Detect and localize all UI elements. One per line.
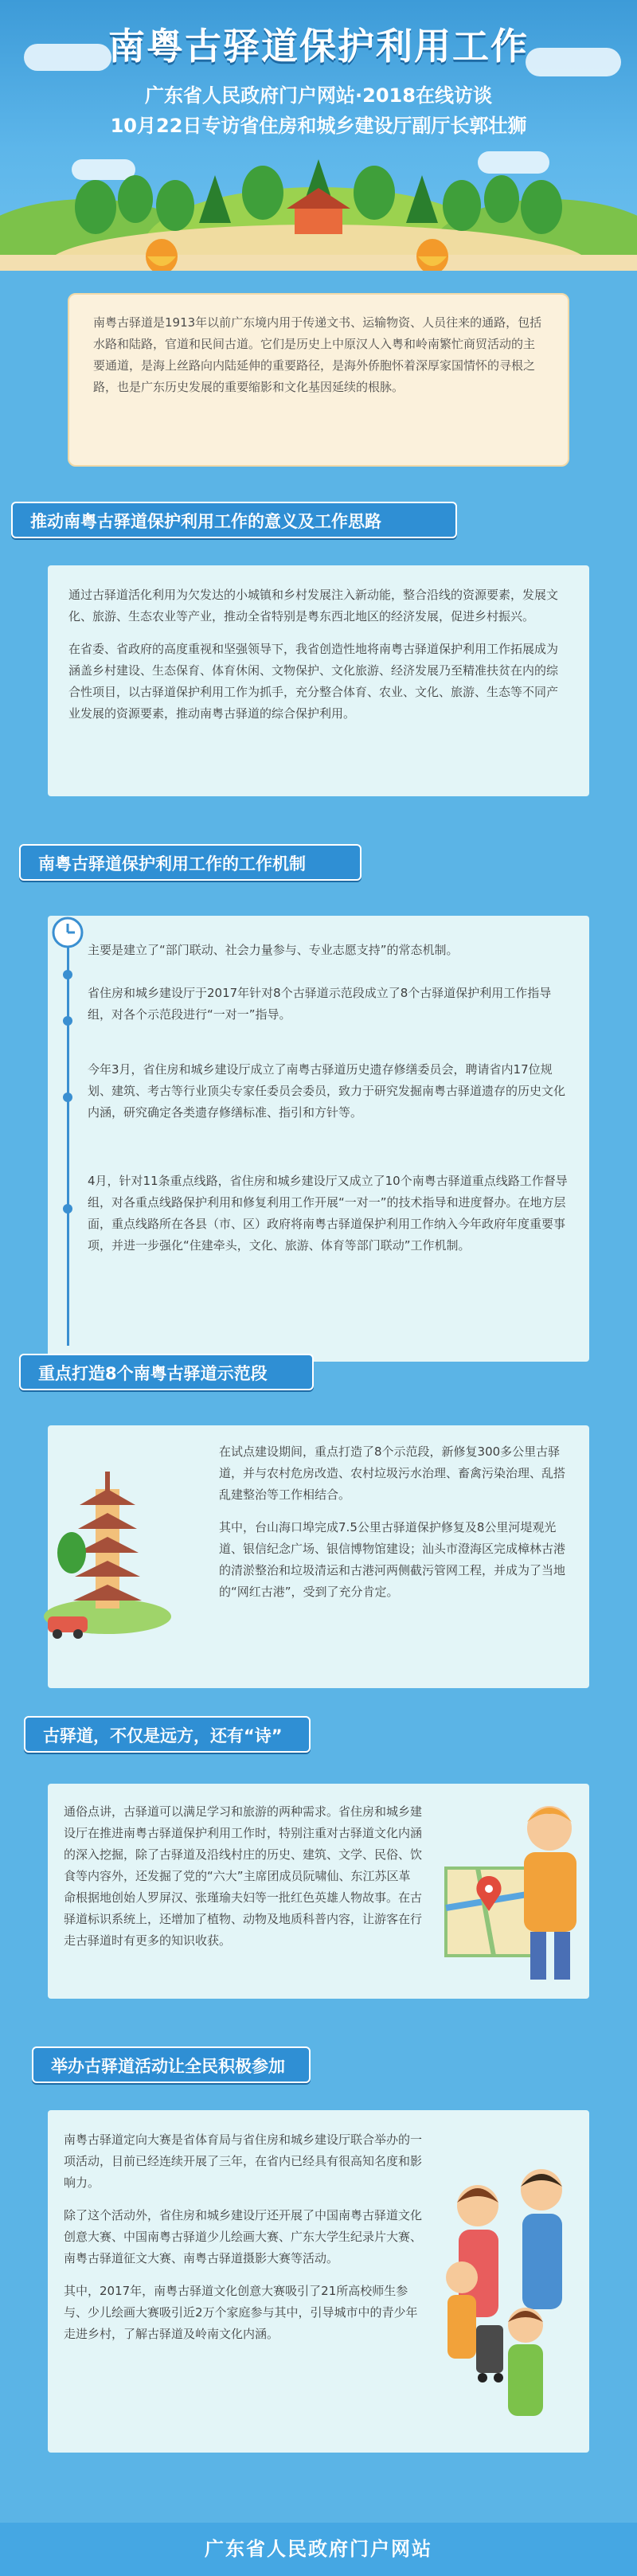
- paragraph: 在省委、省政府的高度重视和坚强领导下，我省创造性地将南粤古驿道保护利用工作拓展成为涵盖乡村建设、生态保育、体育休闲、文物保护、文化旅游、经济发展乃至精准扶贫在内的综合性项目，以古驿道保护利用工作为抓手，充分整合体育、农业、文化、旅游、生态等不同产业发展的资源要素，推动南粤古驿道的综合保护利用。: [68, 642, 559, 721]
- timeline-item: [88, 1171, 573, 1268]
- timeline-dot: [63, 1093, 72, 1102]
- paragraph: 除了这个活动外，省住房和城乡建设厅还开展了中国南粤古驿道文化创意大赛、中国南粤古驿道少儿绘画大赛、广东大学生纪录片大赛、南粤古驿道征文大赛、南粤古驿道摄影大赛等活动。: [64, 2208, 423, 2265]
- section-title-mechanism: 南粤古驿道保护利用工作的工作机制: [19, 844, 361, 881]
- ground-strip: [0, 255, 637, 271]
- section-panel-significance: [48, 565, 589, 796]
- section-title-activities: 举办古驿道活动让全民积极参加: [32, 2046, 311, 2083]
- section-title-poetry: 古驿道，不仅是远方，还有“诗”: [24, 1716, 311, 1753]
- activities-text-block: [64, 2129, 426, 2356]
- footer-text: 广东省人民政府门户网站: [205, 2538, 432, 2560]
- timeline-dot: [63, 1016, 72, 1026]
- page-title: 南粤古驿道保护利用工作: [108, 25, 529, 68]
- page-subtitle-interview: 10月22日专访省住房和城乡建设厅副厅长郭壮狮: [110, 115, 527, 137]
- hot-air-balloon-icon: [414, 239, 451, 271]
- timeline-text: 省住房和城乡建设厅于2017年针对8个古驿道示范段成立了8个古驿道保护利用工作指导组，对各个示范段进行“一对一”指导。: [88, 986, 552, 1022]
- section-panel-poetry: [48, 1784, 589, 1999]
- paragraph: 通俗点讲，古驿道可以满足学习和旅游的两种需求。省住房和城乡建设厅在推进南粤古驿道保护利用工作时，特别注重对古驿道文化内涵的深入挖掘，除了古驿道及沿线村庄的历史、建筑、文学、民俗、饮食等内容外，还发掘了党的“六大”主席团成员阮啸仙、东江苏区革命根据地创始人罗屏汉、张瑾瑜夫妇等一批红色英雄人物故事。在古驿道标识系统上，还增加了植物、动物及地质科普内容，让游客在行走古驿道时有更多的知识收获。: [64, 1804, 423, 1948]
- paragraph: 通过古驿道活化利用为欠发达的小城镇和乡村发展注入新动能，整合沿线的资源要素，发展文化、旅游、生态农业等产业，推动全省特别是粤东西北地区的经济发展，促进乡村振兴。: [68, 588, 559, 623]
- intro-text: 南粤古驿道是1913年以前广东境内用于传递文书、运输物资、人员往来的通路，包括水路和陆路，官道和民间古道。它们是历史上中原汉人入粤和岭南繁忙商贸活动的主要通道，是海上丝路向内陆延伸的重要路径，是海外侨胞怀着深厚家国情怀的寻根之路，也是广东历史发展的重要缩影和文化基因延续的根脉。: [93, 315, 542, 394]
- header-banner: [0, 0, 637, 271]
- demo-text-block: [219, 1441, 573, 1614]
- page-subtitle: 广东省人民政府门户网站·2018在线访谈: [145, 84, 492, 107]
- timeline-dot: [63, 970, 72, 979]
- timeline-line: [67, 932, 69, 1346]
- timeline-item: [88, 983, 573, 1037]
- paragraph: 在试点建设期间，重点打造了8个示范段，新修复300多公里古驿道，并与农村危房改造、农村垃圾污水治理、畜禽污染治理、乱搭乱建整治等工作相结合。: [219, 1444, 566, 1502]
- clock-icon: [51, 916, 84, 949]
- section-panel-activities: [48, 2110, 589, 2453]
- timeline-text: 主要是建立了“部门联动、社会力量参与、专业志愿支持”的常态机制。: [88, 943, 459, 957]
- intro-text-box: [68, 293, 569, 467]
- timeline-item: [88, 940, 573, 972]
- hot-air-balloon-icon: [143, 239, 180, 271]
- poetry-text-block: [64, 1801, 422, 1963]
- paragraph: 其中，2017年，南粤古驿道文化创意大赛吸引了21所高校师生参与、少儿绘画大赛吸引近2万个家庭参与其中，引导城市中的青少年走进乡村，了解古驿道及岭南文化内涵。: [64, 2284, 418, 2341]
- section-title-significance: 推动南粤古驿道保护利用工作的意义及工作思路: [11, 502, 457, 538]
- traveler-map-illustration: [430, 1788, 589, 1988]
- pagoda-illustration: [40, 1457, 175, 1648]
- timeline-item: [88, 1059, 573, 1135]
- timeline-dot: [63, 1204, 72, 1214]
- section-title-demo-sections: 重点打造8个南粤古驿道示范段: [19, 1354, 314, 1390]
- footer-banner: [0, 2523, 637, 2576]
- section-panel-demo-sections: [48, 1425, 589, 1688]
- paragraph: 南粤古驿道定向大赛是省体育局与省住房和城乡建设厅联合举办的一项活动，目前已经连续开展了三年，在省内已经具有很高知名度和影响力。: [64, 2132, 423, 2190]
- family-illustration: [430, 2142, 589, 2445]
- paragraph: 其中，台山海口埠完成7.5公里古驿道保护修复及8公里河堤观光道、银信纪念广场、银信博物馆建设；汕头市澄海区完成樟林古港的清淤整治和垃圾清运和古港河两侧截污管网工程，并成为了当地的“网红古港”，受到了充分肯定。: [219, 1520, 566, 1599]
- timeline-text: 今年3月，省住房和城乡建设厅成立了南粤古驿道历史遗存修缮委员会，聘请省内17位规划、建筑、考古等行业顶尖专家任委员会委员，致力于研究发掘南粤古驿道遗存的历史文化内涵，研究确定各类遗存修缮标准、指引和方针等。: [88, 1062, 566, 1120]
- timeline-text: 4月，针对11条重点线路，省住房和城乡建设厅又成立了10个南粤古驿道重点线路工作督导组，对各重点线路保护利用和修复利用工作开展“一对一”的技术指导和进度督办。在地方层面，重点线路所在各县（市、区）政府将南粤古驿道保护利用工作纳入今年政府年度重要事项，并进一步强化“住建牵头，文化、旅游、体育等部门联动”工作机制。: [88, 1174, 568, 1253]
- section-panel-mechanism: [48, 916, 589, 1362]
- trees-illustration: [0, 143, 637, 271]
